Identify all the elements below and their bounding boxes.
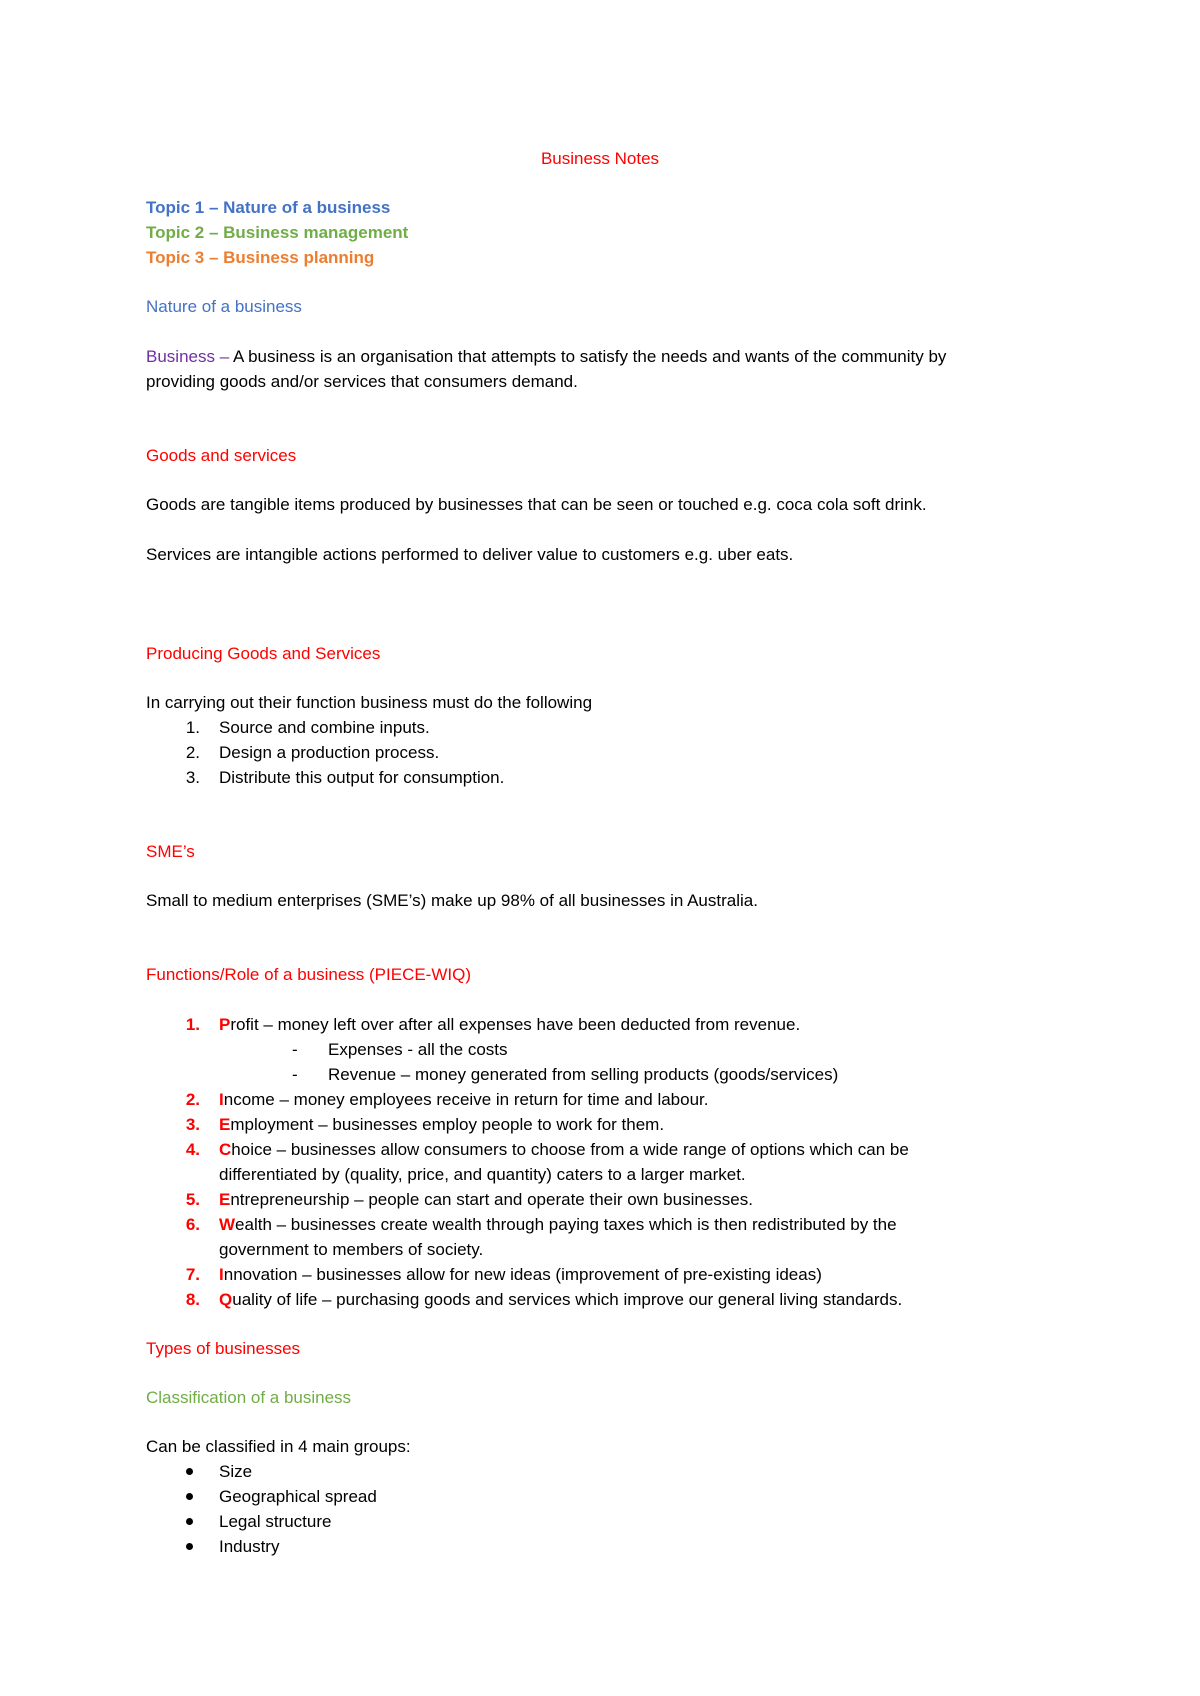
list-number: 7. — [185, 1265, 200, 1284]
acronym-letter: E — [219, 1115, 231, 1134]
list-text: Design a production process. — [219, 743, 440, 762]
function-text: hoice – businesses allow consumers to choose from a wide range of options which can be — [231, 1140, 909, 1159]
acronym-letter: Q — [219, 1290, 233, 1309]
list-text: Distribute this output for consumption. — [219, 768, 505, 787]
acronym-letter: E — [219, 1190, 231, 1209]
subheading-classification: Classification of a business — [146, 1388, 352, 1407]
bullet-icon — [186, 1543, 193, 1550]
producing-intro: In carrying out their function business must do the following — [146, 693, 593, 712]
services-paragraph: Services are intangible actions performed to deliver value to customers e.g. uber eats. — [146, 545, 794, 564]
bullet-icon — [186, 1518, 193, 1525]
function-text: rofit – money left over after all expenses have been deducted from revenue. — [230, 1015, 801, 1034]
list-number: 1. — [185, 718, 200, 737]
list-text: Source and combine inputs. — [219, 718, 430, 737]
list-number: 3. — [185, 1115, 200, 1134]
sub-list-text: Revenue – money generated from selling products (goods/services) — [328, 1065, 839, 1084]
bullet-text: Size — [219, 1462, 253, 1481]
definition-separator: – — [214, 347, 233, 366]
acronym-letter: W — [219, 1215, 236, 1234]
bullet-text: Industry — [219, 1537, 280, 1556]
list-number: 1. — [185, 1015, 200, 1034]
business-term: Business — [146, 347, 215, 366]
smes-paragraph: Small to medium enterprises (SME’s) make up 98% of all businesses in Australia. — [146, 891, 758, 910]
dash-marker: - — [292, 1065, 298, 1084]
section-heading-types: Types of businesses — [146, 1339, 301, 1358]
list-number: 5. — [185, 1190, 200, 1209]
function-text: differentiated by (quality, price, and quantity) caters to a larger market. — [219, 1165, 746, 1184]
list-number: 2. — [185, 743, 200, 762]
function-text: nnovation – businesses allow for new ideas (improvement of pre-existing ideas) — [223, 1265, 822, 1284]
sub-list-text: Expenses - all the costs — [328, 1040, 508, 1059]
document-title: Business Notes — [540, 149, 660, 168]
list-number: 8. — [185, 1290, 200, 1309]
section-heading-producing: Producing Goods and Services — [146, 644, 381, 663]
function-text: ealth – businesses create wealth through paying taxes which is then redistributed by the — [235, 1215, 897, 1234]
topic-3: Topic 3 – Business planning — [146, 248, 375, 267]
list-number: 2. — [185, 1090, 200, 1109]
section-heading-functions: Functions/Role of a business (PIECE-WIQ) — [146, 965, 472, 984]
acronym-letter: P — [219, 1015, 231, 1034]
list-number: 3. — [185, 768, 200, 787]
topic-2: Topic 2 – Business management — [146, 223, 409, 242]
section-heading-nature: Nature of a business — [146, 297, 302, 316]
business-definition-line2: providing goods and/or services that consumers demand. — [146, 372, 578, 391]
acronym-letter: C — [219, 1140, 232, 1159]
function-text: mployment – businesses employ people to work for them. — [230, 1115, 665, 1134]
bullet-icon — [186, 1468, 193, 1475]
list-number: 4. — [185, 1140, 200, 1159]
function-text: ncome – money employees receive in return for time and labour. — [223, 1090, 709, 1109]
function-text: ntrepreneurship – people can start and operate their own businesses. — [230, 1190, 753, 1209]
list-number: 6. — [185, 1215, 200, 1234]
topic-1: Topic 1 – Nature of a business — [146, 198, 391, 217]
classification-intro: Can be classified in 4 main groups: — [146, 1437, 411, 1456]
bullet-icon — [186, 1493, 193, 1500]
business-definition-text: A business is an organisation that attempts to satisfy the needs and wants of the community by — [232, 347, 947, 366]
dash-marker: - — [292, 1040, 298, 1059]
acronym-letter: I — [219, 1265, 224, 1284]
goods-paragraph: Goods are tangible items produced by businesses that can be seen or touched e.g. coca cola soft drink. — [146, 495, 927, 514]
business-definition-line1 — [146, 344, 946, 369]
section-heading-goods-services: Goods and services — [146, 446, 297, 465]
bullet-text: Legal structure — [219, 1512, 332, 1531]
acronym-letter: I — [219, 1090, 224, 1109]
function-text: government to members of society. — [219, 1240, 484, 1259]
bullet-text: Geographical spread — [219, 1487, 377, 1506]
function-text: uality of life – purchasing goods and services which improve our general living standards. — [232, 1290, 903, 1309]
section-heading-smes: SME’s — [146, 842, 195, 861]
